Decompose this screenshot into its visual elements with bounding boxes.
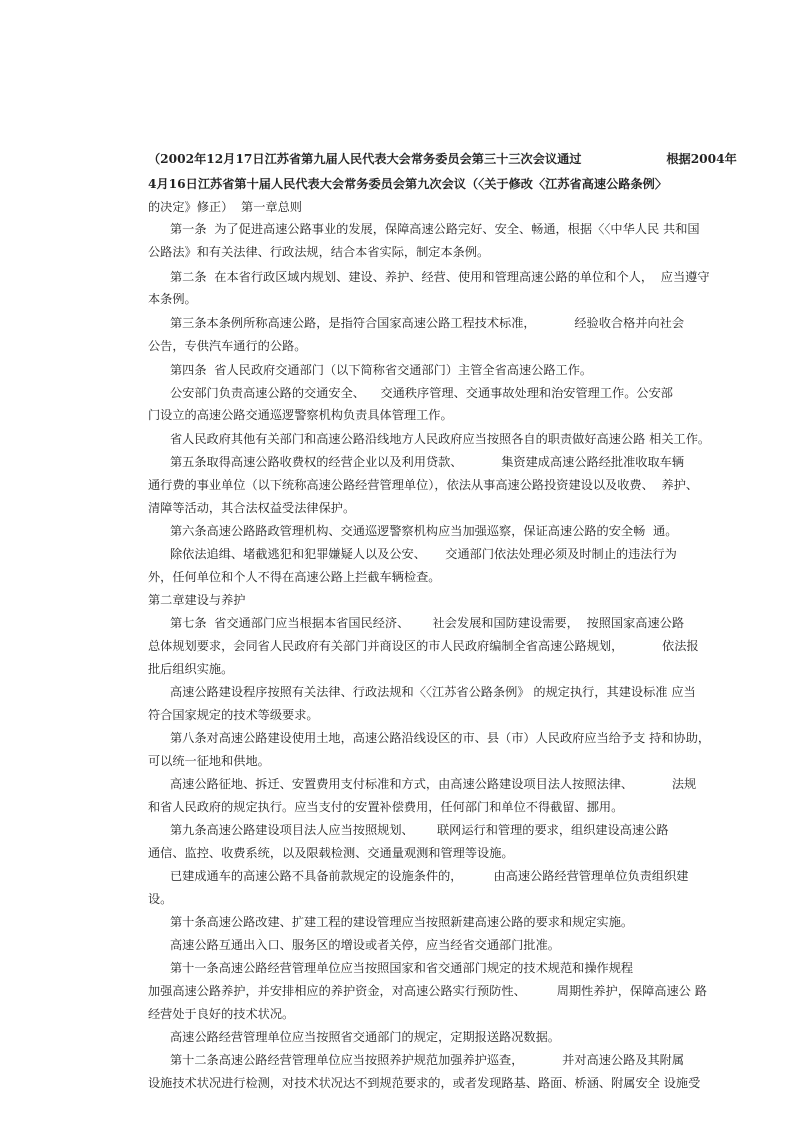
text-line: 高速公路征地、拆迁、安置费用支付标准和方式，由高速公路建设项目法人按照法律、 法规 <box>170 777 697 791</box>
text-line: 外，任何单位和个人不得在高速公路上拦截车辆检查。 <box>148 570 441 584</box>
text-line: 第七条 省交通部门应当根据本省国民经济、 社会发展和国防建设需要， 按照国家高速公路 <box>170 616 685 630</box>
text-line: 第五条取得高速公路收费权的经营企业以及利用贷款、 集资建成高速公路经批准收取车辆 <box>170 455 685 469</box>
text-line: 高速公路互通出入口、服务区的增设或者关停，应当经省交通部门批准。 <box>170 938 560 952</box>
text-line: 4月16日江苏省第十届人民代表大会常务委员会第九次会议（〈关于修改〈江苏省高速公路条例〉 <box>148 177 668 191</box>
text-line: 省人民政府其他有关部门和高速公路沿线地方人民政府应当按照各自的职责做好高速公路 相关工作。 <box>170 432 711 446</box>
text-line: 设。 <box>148 892 173 906</box>
text-line: 门设立的高速公路交通巡逻警察机构负责具体管理工作。 <box>148 408 453 422</box>
text-line: 本条例。 <box>148 292 197 306</box>
text-line: 第九条高速公路建设项目法人应当按照规划、 联网运行和管理的要求，组织建设高速公路 <box>170 823 669 837</box>
text-line: 清障等活动，其合法权益受法律保护。 <box>148 501 356 515</box>
text-line: 通信、监控、收费系统，以及限载检测、交通量观测和管理等设施。 <box>148 846 514 860</box>
text-line: （2002年12月17日江苏省第九届人民代表大会常务委员会第三十三次会议通过 根据2004年 <box>148 152 737 166</box>
text-line: 高速公路经营管理单位应当按照省交通部门的规定，定期报送路况数据。 <box>170 1030 560 1044</box>
text-line: 经营处于良好的技术状况。 <box>148 1007 295 1021</box>
text-line: 第十条高速公路改建、扩建工程的建设管理应当按照新建高速公路的要求和规定实施。 <box>170 915 634 929</box>
text-line: 已建成通车的高速公路不具备前款规定的设施条件的， 由高速公路经营管理单位负责组织建 <box>170 869 689 883</box>
text-line: 总体规划要求，会同省人民政府有关部门并商设区的市人民政府编制全省高速公路规划， 依法报 <box>148 639 699 653</box>
text-line: 第二章建设与养护 <box>148 593 246 607</box>
text-line: 符合国家规定的技术等级要求。 <box>148 708 319 722</box>
text-line: 第四条 省人民政府交通部门（以下简称省交通部门）主管全省高速公路工作。 <box>170 363 593 377</box>
text-line: 和省人民政府的规定执行。应当支付的安置补偿费用，任何部门和单位不得截留、挪用。 <box>148 800 624 814</box>
text-line: 第一条 为了促进高速公路事业的发展，保障高速公路完好、安全、畅通，根据〈〈中华人民 共和国 <box>170 222 700 236</box>
text-line: 第二条 在本省行政区域内规划、建设、养护、经营、使用和管理高速公路的单位和个人， 应当遵守 <box>170 270 710 284</box>
text-line: 第三条本条例所称高速公路，是指符合国家高速公路工程技术标准， 经验收合格并向社会 <box>170 316 685 330</box>
text-line: 公路法》和有关法律、行政法规，结合本省实际，制定本条例。 <box>148 245 490 259</box>
text-line: 批后组织实施。 <box>148 662 234 676</box>
text-line: 第八条对高速公路建设使用土地，高速公路沿线设区的市、县（市）人民政府应当给予支 持和协助， <box>170 731 711 745</box>
text-line: 的决定》修正） 第一章总则 <box>148 200 302 214</box>
text-line: 可以统一征地和供地。 <box>148 754 270 768</box>
text-line: 公安部门负责高速公路的交通安全、 交通秩序管理、交通事故处理和治安管理工作。公安部 <box>170 386 673 400</box>
text-line: 高速公路建设程序按照有关法律、行政法规和〈〈江苏省公路条例》 的规定执行，其建设标准 应当 <box>170 685 696 699</box>
text-line: 第十二条高速公路经营管理单位应当按照养护规范加强养护巡查， 并对高速公路及其附属 <box>170 1053 685 1067</box>
text-line: 公告，专供汽车通行的公路。 <box>148 339 307 353</box>
text-line: 第六条高速公路路政管理机构、交通巡逻警察机构应当加强巡察，保证高速公路的安全畅 通。 <box>170 524 678 538</box>
text-line: 除依法追缉、堵截逃犯和犯罪嫌疑人以及公安、 交通部门依法处理必须及时制止的违法行为 <box>170 547 677 561</box>
text-line: 加强高速公路养护，并安排相应的养护资金，对高速公路实行预防性、 周期性养护，保障高速公 路 <box>148 984 707 998</box>
text-line: 第十一条高速公路经营管理单位应当按照国家和省交通部门规定的技术规范和操作规程 <box>170 961 634 975</box>
text-line: 设施技术状况进行检测，对技术状况达不到规范要求的，或者发现路基、路面、桥涵、附属安全 设施受 <box>148 1076 701 1090</box>
text-line: 通行费的事业单位（以下统称高速公路经营管理单位），依法从事高速公路投资建设以及收费、 养护、 <box>148 478 699 492</box>
